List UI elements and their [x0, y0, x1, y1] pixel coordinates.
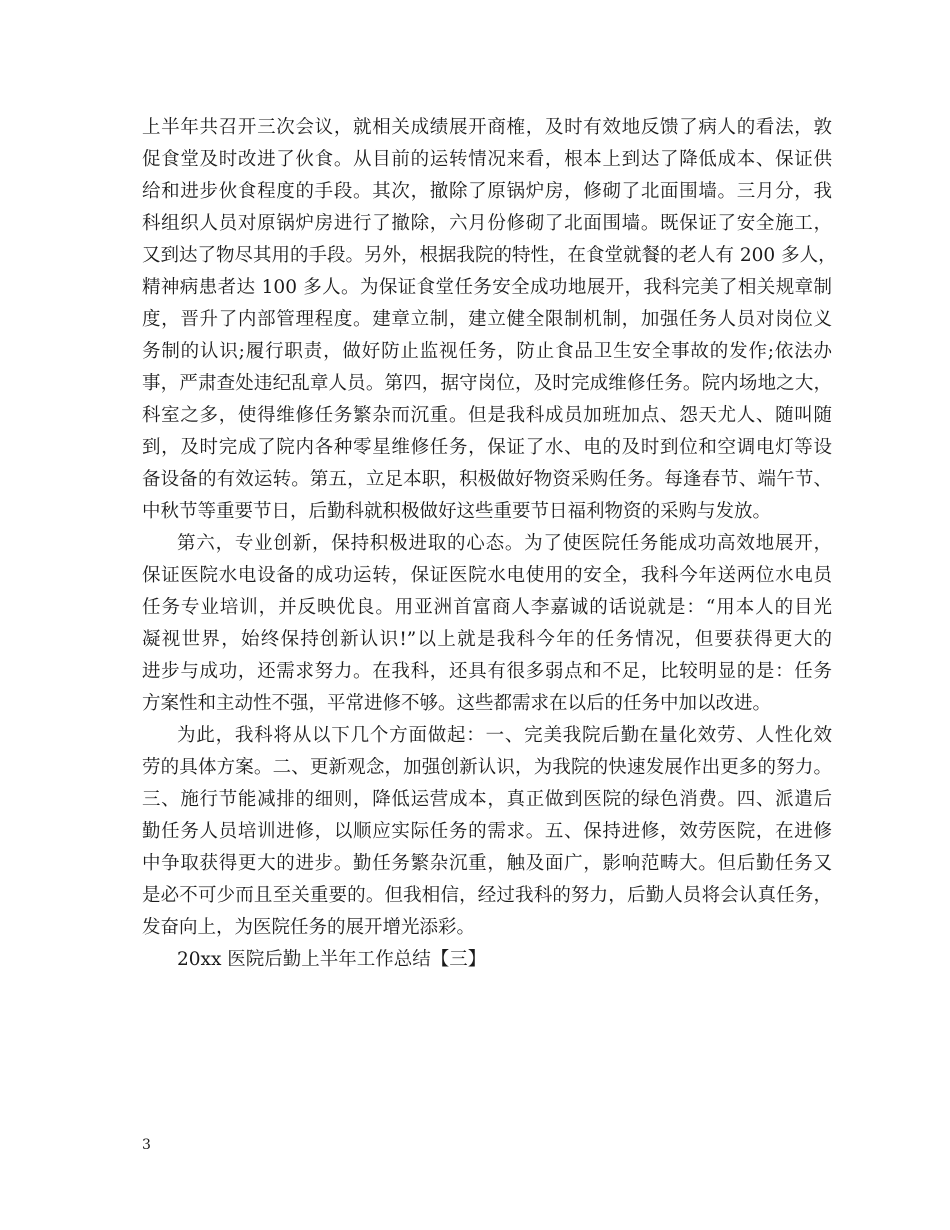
paragraph-first-line: 为此，我科将从以下几个方面做起：一、完美我院后勤在量化效劳、人性化效 — [177, 725, 832, 746]
text-line: 科组织人员对原锅炉房进行了撤除，六月份修砌了北面围墙。既保证了安全施工， — [142, 213, 832, 234]
text-line: 凝视世界，始终保持创新认识!”以上就是我科今年的任务情况，但要获得更大的 — [142, 629, 832, 650]
text-line: 方案性和主动性不强，平常进修不够。这些都需求在以后的任务中加以改进。 — [142, 693, 772, 714]
text-line: 是必不可少而且至关重要的。但我相信，经过我科的努力，后勤人员将会认真任务， — [142, 885, 832, 906]
text-line: 上半年共召开三次会议，就相关成绩展开商榷，及时有效地反馈了病人的看法，敦 — [142, 117, 832, 138]
text-line: 进步与成功，还需求努力。在我科，还具有很多弱点和不足，比较明显的是：任务 — [142, 661, 832, 682]
text-line: 发奋向上，为医院任务的展开增光添彩。 — [142, 917, 476, 938]
text-line: 精神病患者达 100 多人。为保证食堂任务安全成功地展开，我科完美了相关规章制 — [142, 277, 832, 298]
text-line: 务制的认识;履行职责，做好防止监视任务，防止食品卫生安全事故的发作;依法办 — [142, 341, 832, 362]
text-line: 又到达了物尽其用的手段。另外，根据我院的特性，在食堂就餐的老人有 200 多人， — [142, 245, 837, 266]
page-number: 3 — [142, 1137, 151, 1153]
text-line: 中争取获得更大的进步。勤任务繁杂沉重，触及面广，影响范畴大。但后勤任务又 — [142, 853, 832, 874]
text-line: 三、施行节能减排的细则，降低运营成本，真正做到医院的绿色消费。四、派遣后 — [142, 789, 832, 810]
text-line: 事，严肃查处违纪乱章人员。第四，据守岗位，及时完成维修任务。院内场地之大， — [142, 373, 832, 394]
text-line: 勤任务人员培训进修，以顺应实际任务的需求。五、保持进修，效劳医院，在进修 — [142, 821, 832, 842]
text-line: 任务专业培训，并反映优良。用亚洲首富商人李嘉诚的话说就是：“用本人的目光 — [142, 597, 832, 618]
section-heading: 20xx 医院后勤上半年工作总结【三】 — [177, 949, 487, 970]
text-line: 促食堂及时改进了伙食。从目前的运转情况来看，根本上到达了降低成本、保证供 — [142, 149, 832, 170]
body-text — [142, 112, 837, 976]
text-line: 保证医院水电设备的成功运转，保证医院水电使用的安全，我科今年送两位水电员 — [142, 565, 832, 586]
text-line: 科室之多，使得维修任务繁杂而沉重。但是我科成员加班加点、怨天尤人、随叫随 — [142, 405, 832, 426]
text-line: 备设备的有效运转。第五，立足本职，积极做好物资采购任务。每逢春节、端午节、 — [142, 469, 832, 490]
text-line: 中秋节等重要节日，后勤科就积极做好这些重要节日福利物资的采购与发放。 — [142, 501, 772, 522]
text-line: 度，晋升了内部管理程度。建章立制，建立健全限制机制，加强任务人员对岗位义 — [142, 309, 832, 330]
text-line: 给和进步伙食程度的手段。其次，撤除了原锅炉房，修砌了北面围墙。三月分，我 — [142, 181, 832, 202]
text-line: 劳的具体方案。二、更新观念，加强创新认识，为我院的快速发展作出更多的努力。 — [142, 757, 832, 778]
paragraph-first-line: 第六，专业创新，保持积极进取的心态。为了使医院任务能成功高效地展开， — [177, 533, 832, 554]
text-line: 到，及时完成了院内各种零星维修任务，保证了水、电的及时到位和空调电灯等设 — [142, 437, 832, 458]
